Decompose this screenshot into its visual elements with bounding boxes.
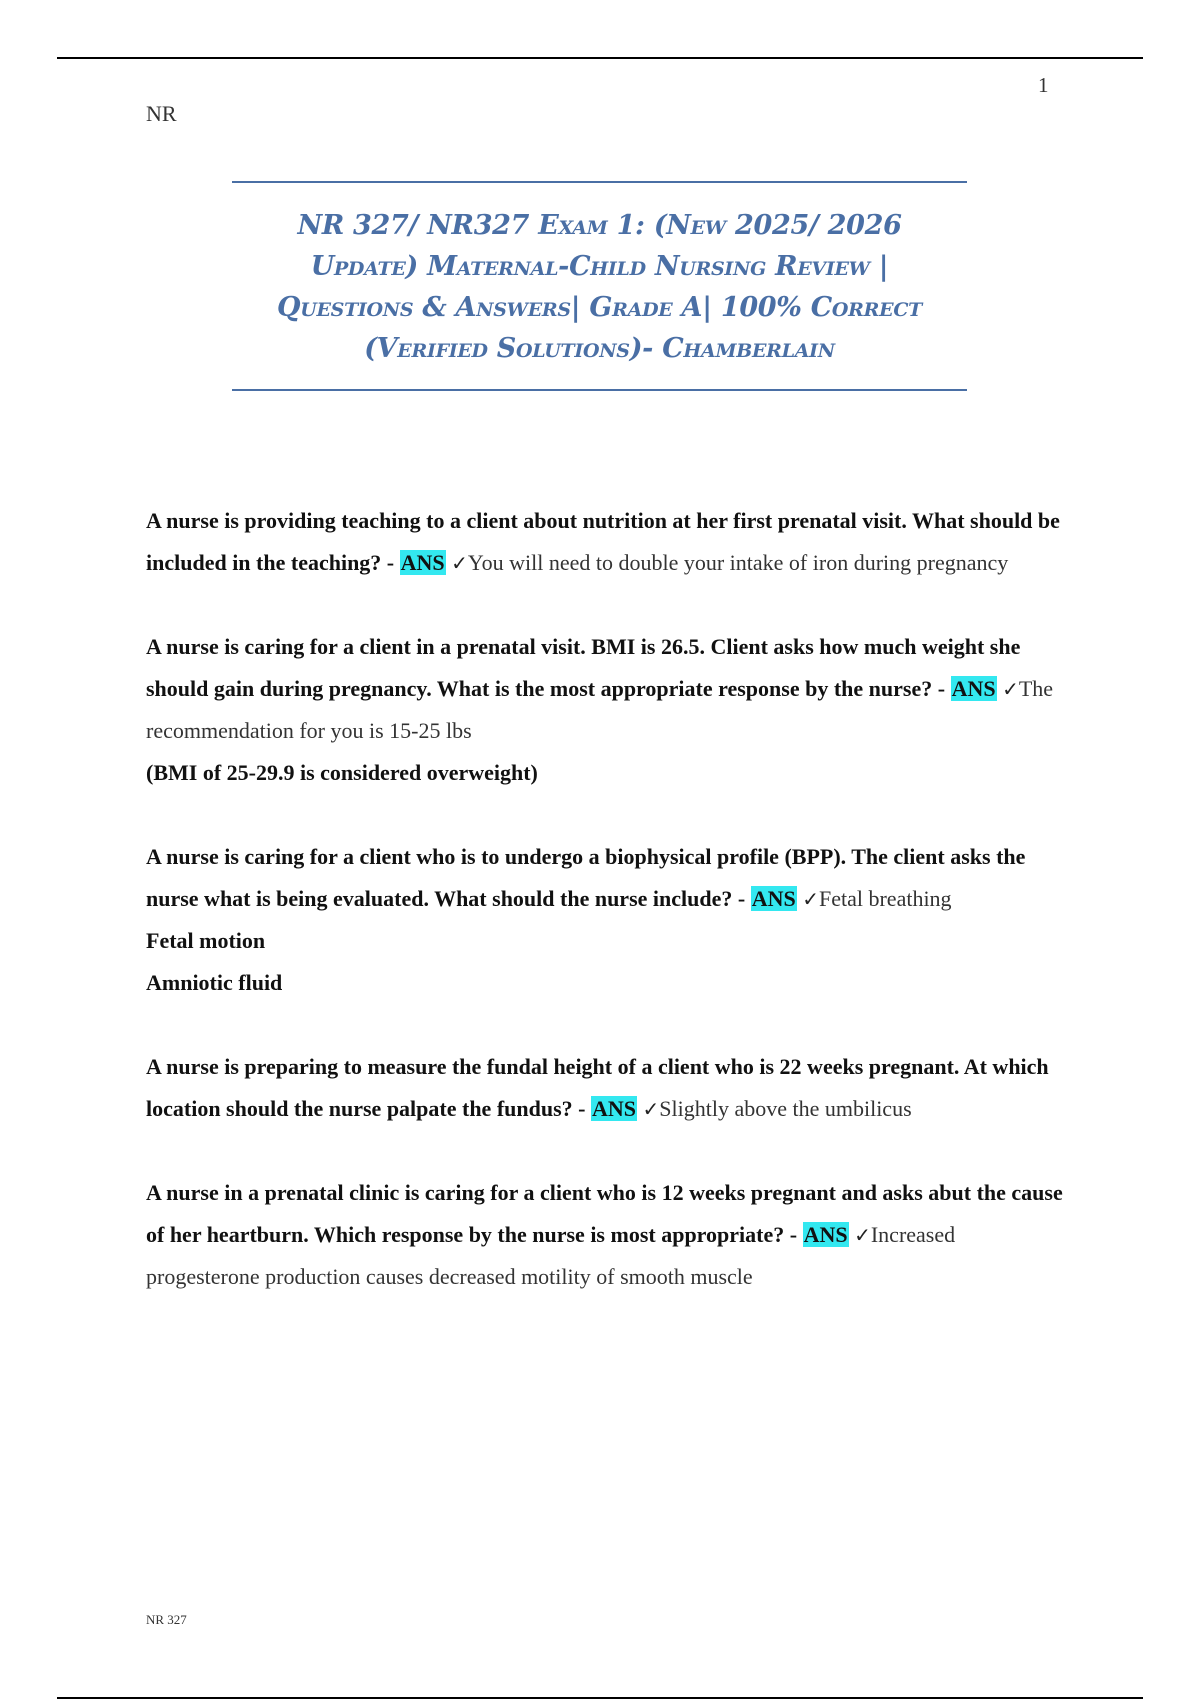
page-number: 1: [1038, 73, 1049, 97]
qa-item: [146, 500, 1066, 584]
answer-text: The recommendation for you is 15-25 lbs: [146, 676, 1054, 743]
qa-item: [146, 1046, 1066, 1130]
answer-text: Fetal breathing: [818, 886, 952, 911]
checkmark-icon: ✓: [1002, 677, 1019, 701]
answer-text: Increased progesterone production causes decreased motility of smooth muscle: [146, 1222, 956, 1289]
ans-badge: ANS: [591, 1096, 636, 1121]
footer-label: NR 327: [146, 1612, 187, 1627]
document-title-block: [232, 181, 967, 391]
document-title: [232, 205, 967, 369]
title-bottom-rule: [232, 389, 967, 391]
answer-text: Slightly above the umbilicus: [659, 1096, 912, 1121]
title-line: NR 327/ NR327 Exam 1: (New 2025/ 2026: [297, 210, 902, 241]
title-line: Update) Maternal-Child Nursing Review |: [310, 251, 889, 282]
question-text: A nurse in a prenatal clinic is caring for a client who is 12 weeks pregnant and asks abut the cause of her heartburn. Which response by the nurse is most appropriate? -: [146, 1180, 1063, 1247]
checkmark-icon: ✓: [802, 887, 819, 911]
qa-item: [146, 626, 1066, 794]
answer-text: You will need to double your intake of iron during pregnancy: [467, 550, 1009, 575]
answer-note: (BMI of 25-29.9 is considered overweight): [146, 760, 538, 785]
header-label: NR: [146, 101, 177, 126]
title-top-rule: [232, 181, 967, 183]
qa-item: [146, 836, 1066, 1004]
page-top-rule: [57, 57, 1143, 59]
question-text: A nurse is caring for a client in a prenatal visit. BMI is 26.5. Client asks how much weight she should gain during pregnancy. What is the most appropriate response by the nurse? -: [146, 634, 1021, 701]
answer-extra-item: Amniotic fluid: [146, 970, 283, 995]
question-text: A nurse is preparing to measure the fundal height of a client who is 22 weeks pregnant. At which location should the nurse palpate the fundus? -: [146, 1054, 1049, 1121]
question-text: A nurse is providing teaching to a client about nutrition at her first prenatal visit. What should be included in the teaching? -: [146, 508, 1060, 575]
checkmark-icon: ✓: [854, 1223, 871, 1247]
qa-list: [146, 500, 1066, 1340]
title-line: (Verified Solutions)- Chamberlain: [364, 333, 835, 364]
checkmark-icon: ✓: [642, 1097, 660, 1121]
ans-badge: ANS: [400, 550, 445, 575]
answer-extra-item: Fetal motion: [146, 928, 266, 953]
qa-item: [146, 1172, 1066, 1298]
title-line: Questions & Answers| Grade A| 100% Correct: [276, 292, 923, 323]
ans-badge: ANS: [951, 676, 996, 701]
checkmark-icon: ✓: [451, 551, 468, 575]
question-text: A nurse is caring for a client who is to undergo a biophysical profile (BPP). The client asks the nurse what is being evaluated. What should the nurse include? -: [146, 844, 1026, 911]
page-bottom-rule: [57, 1697, 1143, 1699]
ans-badge: ANS: [751, 886, 796, 911]
ans-badge: ANS: [803, 1222, 848, 1247]
